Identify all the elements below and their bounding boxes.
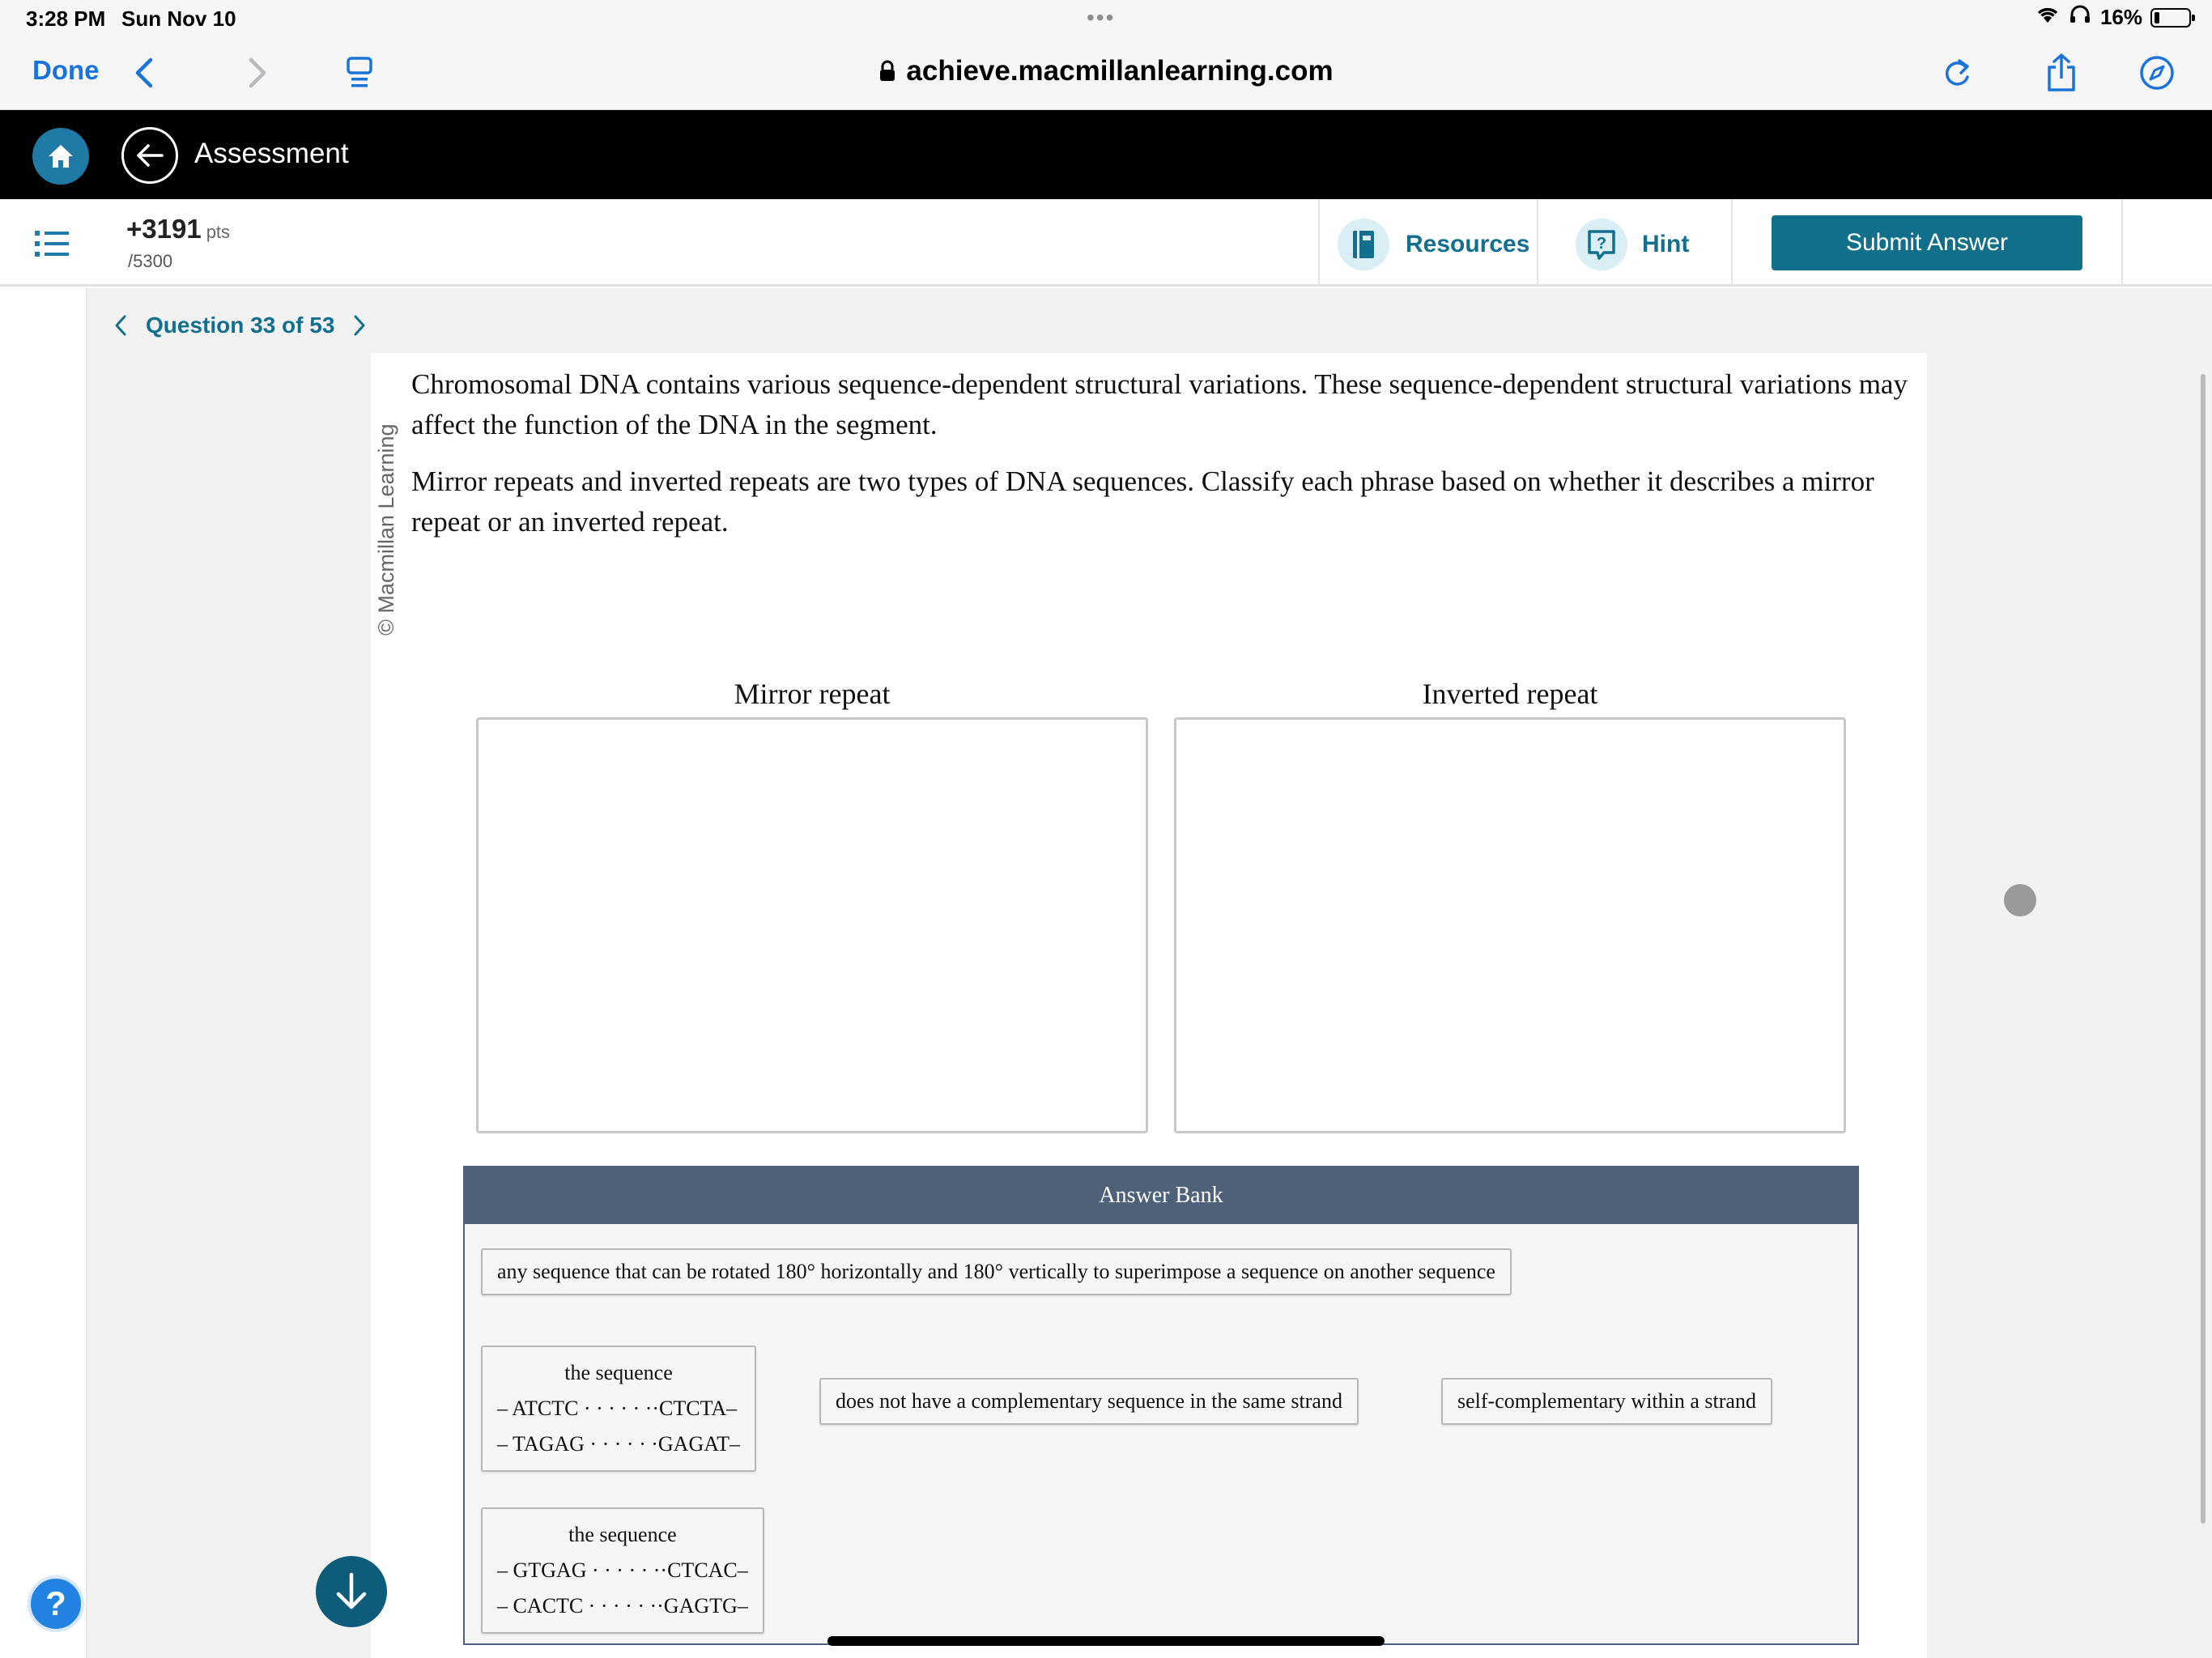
sequence-line: – ATCTC · · · · · ··CTCTA–	[497, 1397, 738, 1420]
url-text: achieve.macmillanlearning.com	[906, 55, 1334, 87]
svg-text:?: ?	[1596, 235, 1607, 253]
left-rail	[0, 288, 87, 1658]
question-menu-button[interactable]	[32, 223, 73, 264]
toolbar-divider	[1318, 199, 1320, 287]
status-time: 3:28 PM	[26, 6, 106, 31]
menu-list-icon	[32, 223, 73, 264]
mirror-repeat-dropzone[interactable]	[476, 717, 1148, 1133]
points-total: /5300	[128, 251, 173, 271]
back-arrow-icon	[134, 142, 165, 169]
inverted-repeat-dropzone[interactable]	[1174, 717, 1846, 1133]
sequence-line: – TAGAG · · · · · ·GAGAT–	[497, 1432, 740, 1456]
toolbar-divider	[1731, 199, 1733, 287]
resources-book-icon	[1338, 219, 1389, 270]
status-bar	[0, 0, 2212, 39]
multitasking-dots-icon[interactable]: •••	[1087, 5, 1116, 30]
home-button[interactable]	[32, 128, 89, 185]
question-label: Question 33 of 53	[146, 312, 335, 338]
hint-question-icon	[1576, 219, 1627, 270]
points-unit: pts	[206, 222, 231, 242]
share-icon	[2044, 53, 2078, 93]
toolbar-divider	[1537, 199, 1538, 287]
app-header	[0, 110, 2212, 199]
answer-bank-header: Answer Bank	[465, 1167, 1857, 1224]
address-bar[interactable]	[878, 55, 1333, 87]
submit-answer-button[interactable]: Submit Answer	[1772, 215, 2082, 270]
answer-chip-sequence-2[interactable]	[481, 1507, 764, 1634]
reload-button[interactable]	[1935, 50, 1980, 96]
lock-icon	[878, 60, 896, 83]
chevron-left-icon	[133, 57, 155, 89]
points-value: +3191	[126, 214, 202, 244]
hint-label: Hint	[1642, 231, 1690, 257]
previous-question-button[interactable]	[113, 314, 128, 337]
done-button[interactable]: Done	[32, 55, 100, 85]
answer-chip-rotate[interactable]: any sequence that can be rotated 180° horizontally and 180° vertically to superimpose a sequence on another sequence	[481, 1248, 1512, 1295]
chevron-right-icon	[352, 314, 367, 337]
chevron-left-icon	[113, 314, 128, 337]
browser-back-button[interactable]	[121, 50, 167, 96]
status-date: Sun Nov 10	[121, 6, 236, 31]
compass-button[interactable]	[2134, 50, 2180, 96]
sequence-line: – GTGAG · · · · · ··CTCAC–	[497, 1558, 748, 1582]
scrollbar[interactable]	[2201, 374, 2206, 1524]
tabs-icon	[345, 55, 374, 91]
next-question-button[interactable]	[352, 314, 367, 337]
score-points	[126, 214, 230, 244]
sequence-title: the sequence	[568, 1523, 677, 1546]
browser-toolbar	[0, 39, 2212, 110]
assignment-toolbar	[0, 199, 2212, 287]
headphones-icon	[2068, 5, 2092, 30]
scroll-position-dot[interactable]	[2004, 884, 2036, 916]
home-indicator[interactable]	[827, 1636, 1385, 1646]
hint-button[interactable]	[1576, 219, 1689, 270]
tabs-button[interactable]	[337, 50, 382, 96]
address-bar-wrap	[0, 55, 2212, 87]
reload-icon	[1942, 56, 1974, 90]
answer-chip-sequence-1[interactable]	[481, 1346, 756, 1472]
resources-button[interactable]	[1338, 219, 1529, 270]
chevron-right-icon	[246, 57, 269, 89]
share-button[interactable]	[2039, 50, 2084, 96]
inverted-repeat-heading: Inverted repeat	[1422, 678, 1598, 710]
compass-icon	[2138, 54, 2176, 91]
scroll-down-button[interactable]	[316, 1556, 387, 1627]
help-button[interactable]: ?	[28, 1575, 84, 1632]
header-title: Assessment	[194, 138, 349, 169]
sequence-line: – CACTC · · · · · ··GAGTG–	[497, 1594, 748, 1618]
answer-chip-no-complement[interactable]: does not have a complementary sequence in the same strand	[819, 1378, 1359, 1425]
battery-icon	[2150, 8, 2191, 28]
sequence-title: the sequence	[564, 1361, 673, 1384]
answer-chip-self-complementary[interactable]: self-complementary within a strand	[1441, 1378, 1772, 1425]
home-icon	[46, 142, 75, 170]
toolbar-divider	[2121, 199, 2123, 287]
browser-forward-button[interactable]	[235, 50, 280, 96]
question-nav	[113, 312, 367, 338]
back-button[interactable]	[121, 127, 178, 184]
copyright-credit: © Macmillan Learning	[374, 423, 398, 636]
wifi-icon	[2035, 5, 2060, 30]
scroll-down-arrow-icon	[331, 1570, 372, 1613]
battery-percent: 16%	[2099, 5, 2142, 29]
resources-label: Resources	[1406, 231, 1530, 257]
mirror-repeat-heading: Mirror repeat	[734, 678, 891, 710]
status-indicators	[2035, 5, 2191, 30]
prompt-paragraph-1: Chromosomal DNA contains various sequence-dependent structural variations. These sequence-dependent structural variations may affect the function of the DNA in the segment.	[411, 368, 1908, 440]
prompt-paragraph-2: Mirror repeats and inverted repeats are two types of DNA sequences. Classify each phrase based on whether it describes a mirror repeat or an inverted repeat.	[411, 466, 1874, 538]
